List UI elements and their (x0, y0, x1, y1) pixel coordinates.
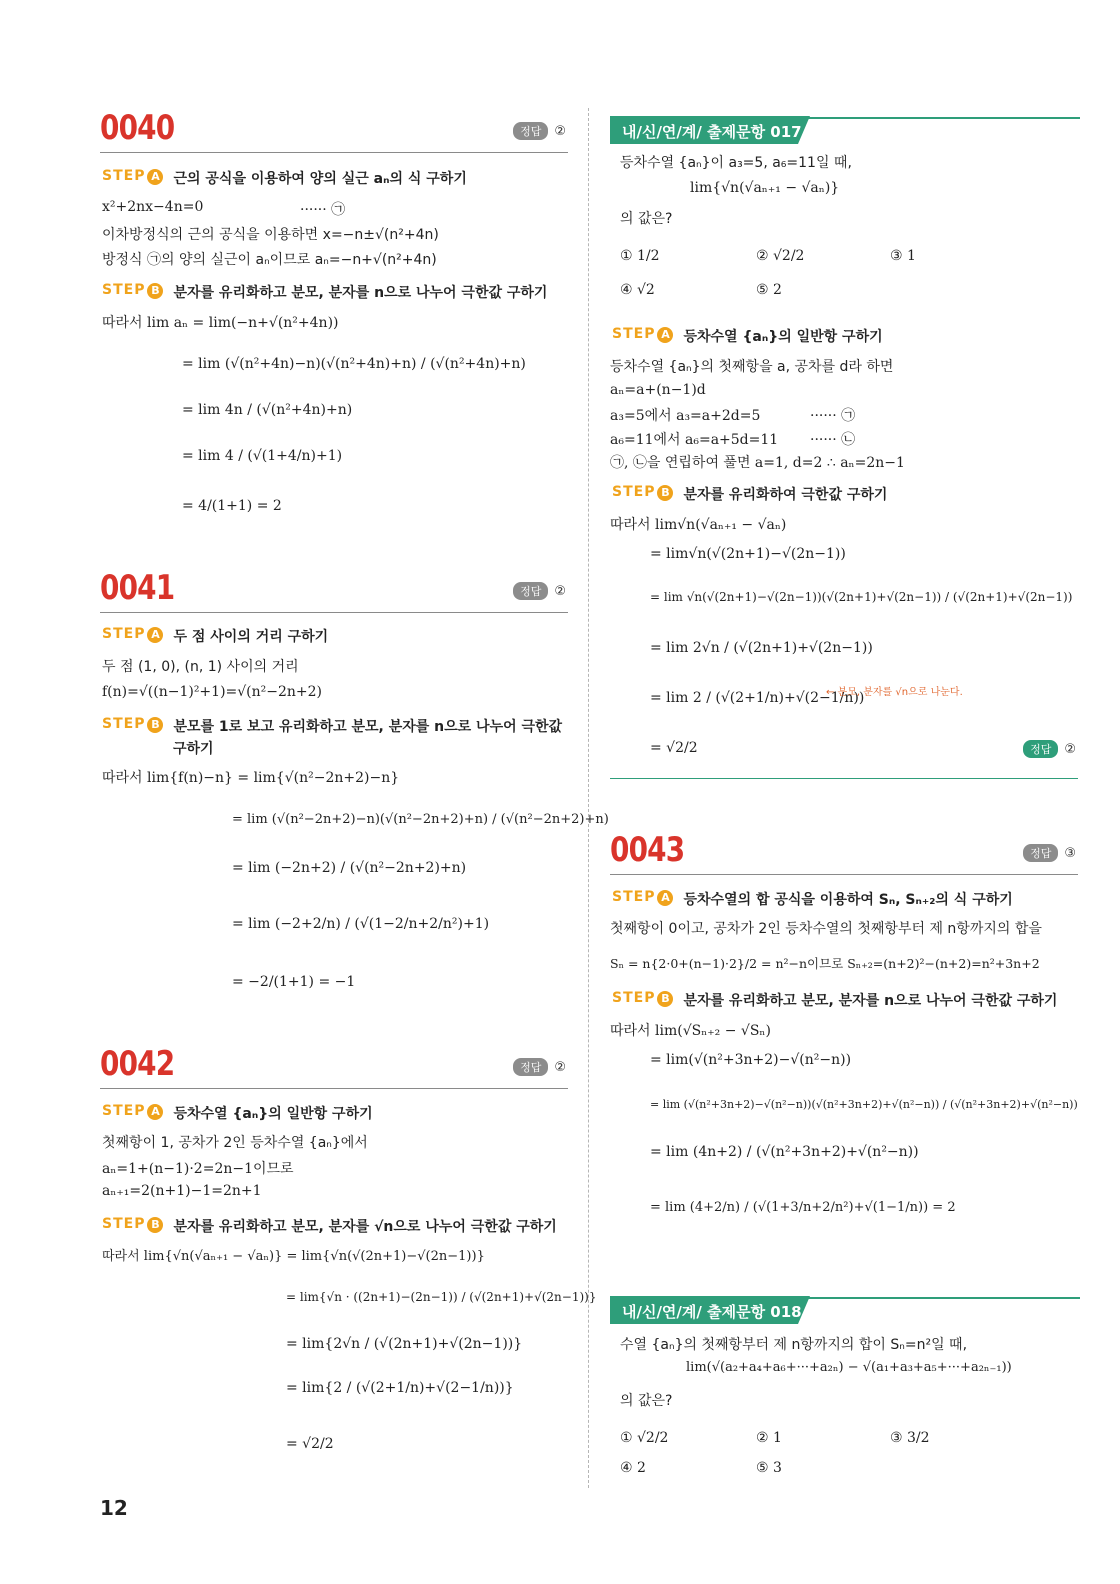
question-0040-header (100, 108, 568, 153)
step-title: 분자를 유리화하고 분모, 분자를 n으로 나누어 극한값 구하기 (173, 285, 548, 301)
answer-badge (513, 1058, 566, 1076)
answer-badge (513, 122, 566, 140)
question-0041-header (100, 568, 568, 613)
exam-problem-banner-017 (610, 114, 1080, 146)
solution-line: 따라서 lim{√n(√aₙ₊₁ − √aₙ)} = lim{√n(√(2n+1)−√(2n−1))} (102, 1249, 485, 1264)
solution-line: 방정식 ㉠의 양의 실근이 aₙ이므로 aₙ=−n+√(n²+4n) (102, 252, 437, 268)
answer-badge (1023, 844, 1076, 862)
solution-line: = lim(√(n²+3n+2)−√(n²−n)) (650, 1052, 852, 1068)
choice-1: ① √2/2 (620, 1430, 669, 1446)
solution-line: = lim (−2+2/n) / (√(1−2/n+2/n²)+1) (232, 916, 490, 932)
choice-5: ⑤ 3 (756, 1460, 782, 1476)
solution-line: = lim{√n · ((2n+1)−(2n−1)) / (√(2n+1)+√(2n−1))} (286, 1290, 597, 1304)
choice-1: ① 1/2 (620, 248, 660, 264)
equation-mark: ······ ㉠ (810, 408, 856, 424)
answer-label: 정답 (513, 1058, 548, 1076)
choice-2: ② 1 (756, 1430, 782, 1446)
solution-line: 두 점 (1, 0), (n, 1) 사이의 거리 (102, 659, 299, 675)
equation-mark: ······ ㉡ (810, 432, 856, 448)
question-0042-header (100, 1044, 568, 1089)
solution-line: x²+2nx−4n=0 (102, 199, 204, 215)
solution-line: = lim (4n+2) / (√(n²+3n+2)+√(n²−n)) (650, 1144, 919, 1160)
step-tag: STEP (102, 282, 146, 298)
solution-line: ㉠, ㉡을 연립하여 풀면 a=1, d=2 ∴ aₙ=2n−1 (610, 455, 905, 471)
problem-line: 수열 {aₙ}의 첫째항부터 제 n항까지의 합이 Sₙ=n²일 때, (620, 1337, 968, 1353)
solution-line: aₙ=a+(n−1)d (610, 382, 706, 398)
step-letter-icon: A (147, 1104, 163, 1120)
solution-line: 따라서 lim√n(√aₙ₊₁ − √aₙ) (610, 517, 787, 533)
step-b-heading (102, 282, 547, 302)
solution-line: f(n)=√((n−1)²+1)=√(n²−2n+2) (102, 684, 323, 700)
solution-line: 첫째항이 1, 공차가 2인 등차수열 {aₙ}에서 (102, 1135, 368, 1151)
exam-problem-banner-018 (610, 1294, 1080, 1326)
answer-label: 정답 (1023, 740, 1058, 758)
solution-line: = lim (−2n+2) / (√(n²−2n+2)+n) (232, 860, 467, 876)
step-a-heading (612, 889, 1013, 909)
step-letter-icon: B (147, 283, 163, 299)
solution-line: = lim 2√n / (√(2n+1)+√(2n−1)) (650, 640, 873, 656)
step-tag: STEP (612, 326, 656, 342)
solution-line: 따라서 lim(√Sₙ₊₂ − √Sₙ) (610, 1023, 771, 1039)
answer-value: ② (554, 583, 566, 599)
step-a-heading (102, 626, 328, 646)
step-title: 등차수열 {aₙ}의 일반항 구하기 (683, 329, 883, 345)
page-number: 12 (100, 1496, 128, 1520)
solution-line: 이차방정식의 근의 공식을 이용하면 x=−n±√(n²+4n) (102, 227, 439, 243)
step-title: 등차수열의 합 공식을 이용하여 Sₙ, Sₙ₊₂의 식 구하기 (683, 892, 1013, 908)
answer-value: ② (554, 123, 566, 139)
step-letter-icon: A (147, 169, 163, 185)
solution-line: = lim 2 / (√(2+1/n)+√(2−1/n)) (650, 690, 865, 706)
step-tag: STEP (612, 889, 656, 905)
solution-line: Sₙ = n{2·0+(n−1)·2}/2 = n²−n이므로 Sₙ₊₂=(n+2)²−(n+2)=n²+3n+2 (610, 956, 1040, 971)
solution-line: = lim (4+2/n) / (√(1+3/n+2/n²)+√(1−1/n)) = 2 (650, 1200, 956, 1215)
solution-line: = lim 4 / (√(1+4/n)+1) (182, 448, 343, 464)
step-b-heading (612, 484, 887, 504)
solution-line: a₆=11에서 a₆=a+5d=11 (610, 432, 779, 448)
answer-value: ② (554, 1059, 566, 1075)
question-number: 0043 (610, 830, 685, 870)
solution-line: 따라서 lim{f(n)−n} = lim{√(n²−2n+2)−n} (102, 770, 400, 786)
banner-title: 내/신/연/계/ 출제문항 018 (622, 1303, 802, 1321)
step-tag: STEP (102, 1216, 146, 1232)
step-title: 분자를 유리화하여 극한값 구하기 (683, 487, 888, 503)
step-letter-icon: B (657, 991, 673, 1007)
solution-line: 첫째항이 0이고, 공차가 2인 등차수열의 첫째항부터 제 n항까지의 합을 (610, 921, 1042, 937)
step-title: 두 점 사이의 거리 구하기 (173, 629, 329, 645)
hint-note: ← 분모, 분자를 √n으로 나눈다. (826, 687, 963, 698)
choice-5: ⑤ 2 (756, 282, 782, 298)
step-tag: STEP (612, 484, 656, 500)
choice-4: ④ 2 (620, 1460, 646, 1476)
step-title: 근의 공식을 이용하여 양의 실근 aₙ의 식 구하기 (173, 171, 467, 187)
solution-line: = −2/(1+1) = −1 (232, 974, 356, 990)
solution-line: 등차수열 {aₙ}의 첫째항을 a, 공차를 d라 하면 (610, 359, 894, 375)
step-a-heading (102, 168, 467, 188)
step-letter-icon: A (147, 627, 163, 643)
answer-label: 정답 (513, 122, 548, 140)
solution-line: = lim{2 / (√(2+1/n)+√(2−1/n))} (286, 1380, 514, 1396)
solution-line: = √2/2 (286, 1436, 334, 1452)
answer-badge (513, 582, 566, 600)
solution-line: = lim 4n / (√(n²+4n)+n) (182, 402, 353, 418)
problem-line: 의 값은? (620, 211, 673, 227)
step-tag: STEP (102, 168, 146, 184)
step-letter-icon: A (657, 890, 673, 906)
step-tag: STEP (102, 1103, 146, 1119)
solution-line: = lim{2√n / (√(2n+1)+√(2n−1))} (286, 1336, 523, 1352)
solution-line: = lim√n(√(2n+1)−√(2n−1)) (650, 546, 846, 562)
section-rule (610, 778, 1078, 779)
choice-3: ③ 1 (890, 248, 916, 264)
step-tag: STEP (102, 716, 146, 732)
answer-value: ③ (1064, 845, 1076, 861)
solution-line: = 4/(1+1) = 2 (182, 498, 282, 514)
step-title: 분자를 유리화하고 분모, 분자를 n으로 나누어 극한값 구하기 (683, 993, 1058, 1009)
step-title: 분모를 1로 보고 유리화하고 분모, 분자를 n으로 나누어 극한값 (173, 719, 563, 735)
solution-line: a₃=5에서 a₃=a+2d=5 (610, 408, 761, 424)
solution-line: = lim √n(√(2n+1)−√(2n−1))(√(2n+1)+√(2n−1)) / (√(2n+1)+√(2n−1)) (650, 590, 1073, 604)
column-divider (588, 108, 590, 1488)
step-letter-icon: B (147, 717, 163, 733)
question-number: 0042 (100, 1044, 175, 1084)
step-letter-icon: B (147, 1217, 163, 1233)
problem-line: lim{√n(√aₙ₊₁ − √aₙ)} (690, 180, 840, 196)
step-a-heading (612, 326, 883, 346)
answer-label: 정답 (513, 582, 548, 600)
step-b-heading (612, 990, 1057, 1010)
question-0043-header (610, 830, 1078, 875)
solution-line: = lim (√(n²+3n+2)−√(n²−n))(√(n²+3n+2)+√(n²−n)) / (√(n²+3n+2)+√(n²−n)) (650, 1098, 1078, 1111)
banner-title: 내/신/연/계/ 출제문항 017 (622, 123, 802, 141)
solution-line: aₙ=1+(n−1)·2=2n−1이므로 (102, 1161, 294, 1177)
problem-line: 등차수열 {aₙ}이 a₃=5, a₆=11일 때, (620, 155, 852, 171)
question-number: 0041 (100, 568, 175, 608)
answer-badge (1023, 740, 1076, 758)
step-title-continued: 구하기 (173, 741, 214, 757)
question-number: 0040 (100, 108, 175, 148)
choice-3: ③ 3/2 (890, 1430, 930, 1446)
step-letter-icon: A (657, 327, 673, 343)
choice-2: ② √2/2 (756, 248, 805, 264)
step-tag: STEP (102, 626, 146, 642)
step-title: 등차수열 {aₙ}의 일반항 구하기 (173, 1106, 373, 1122)
solution-line: = lim (√(n²−2n+2)−n)(√(n²−2n+2)+n) / (√(n²−2n+2)+n) (232, 812, 609, 827)
solution-line: aₙ₊₁=2(n+1)−1=2n+1 (102, 1183, 262, 1199)
step-title: 분자를 유리화하고 분모, 분자를 √n으로 나누어 극한값 구하기 (173, 1219, 557, 1235)
step-b-heading (102, 1216, 557, 1236)
equation-mark: ······ ㉠ (300, 202, 346, 218)
step-b-heading (102, 716, 562, 736)
answer-value: ② (1064, 741, 1076, 757)
solution-line: = √2/2 (650, 740, 698, 756)
solution-line: 따라서 lim aₙ = lim(−n+√(n²+4n)) (102, 315, 339, 331)
problem-line: lim(√(a₂+a₄+a₆+···+a₂ₙ) − √(a₁+a₃+a₅+···+a₂ₙ₋₁)) (686, 1360, 1012, 1375)
step-letter-icon: B (657, 485, 673, 501)
step-tag: STEP (612, 990, 656, 1006)
choice-4: ④ √2 (620, 282, 655, 298)
step-a-heading (102, 1103, 373, 1123)
problem-line: 의 값은? (620, 1393, 673, 1409)
answer-label: 정답 (1023, 844, 1058, 862)
solution-line: = lim (√(n²+4n)−n)(√(n²+4n)+n) / (√(n²+4n)+n) (182, 356, 526, 372)
